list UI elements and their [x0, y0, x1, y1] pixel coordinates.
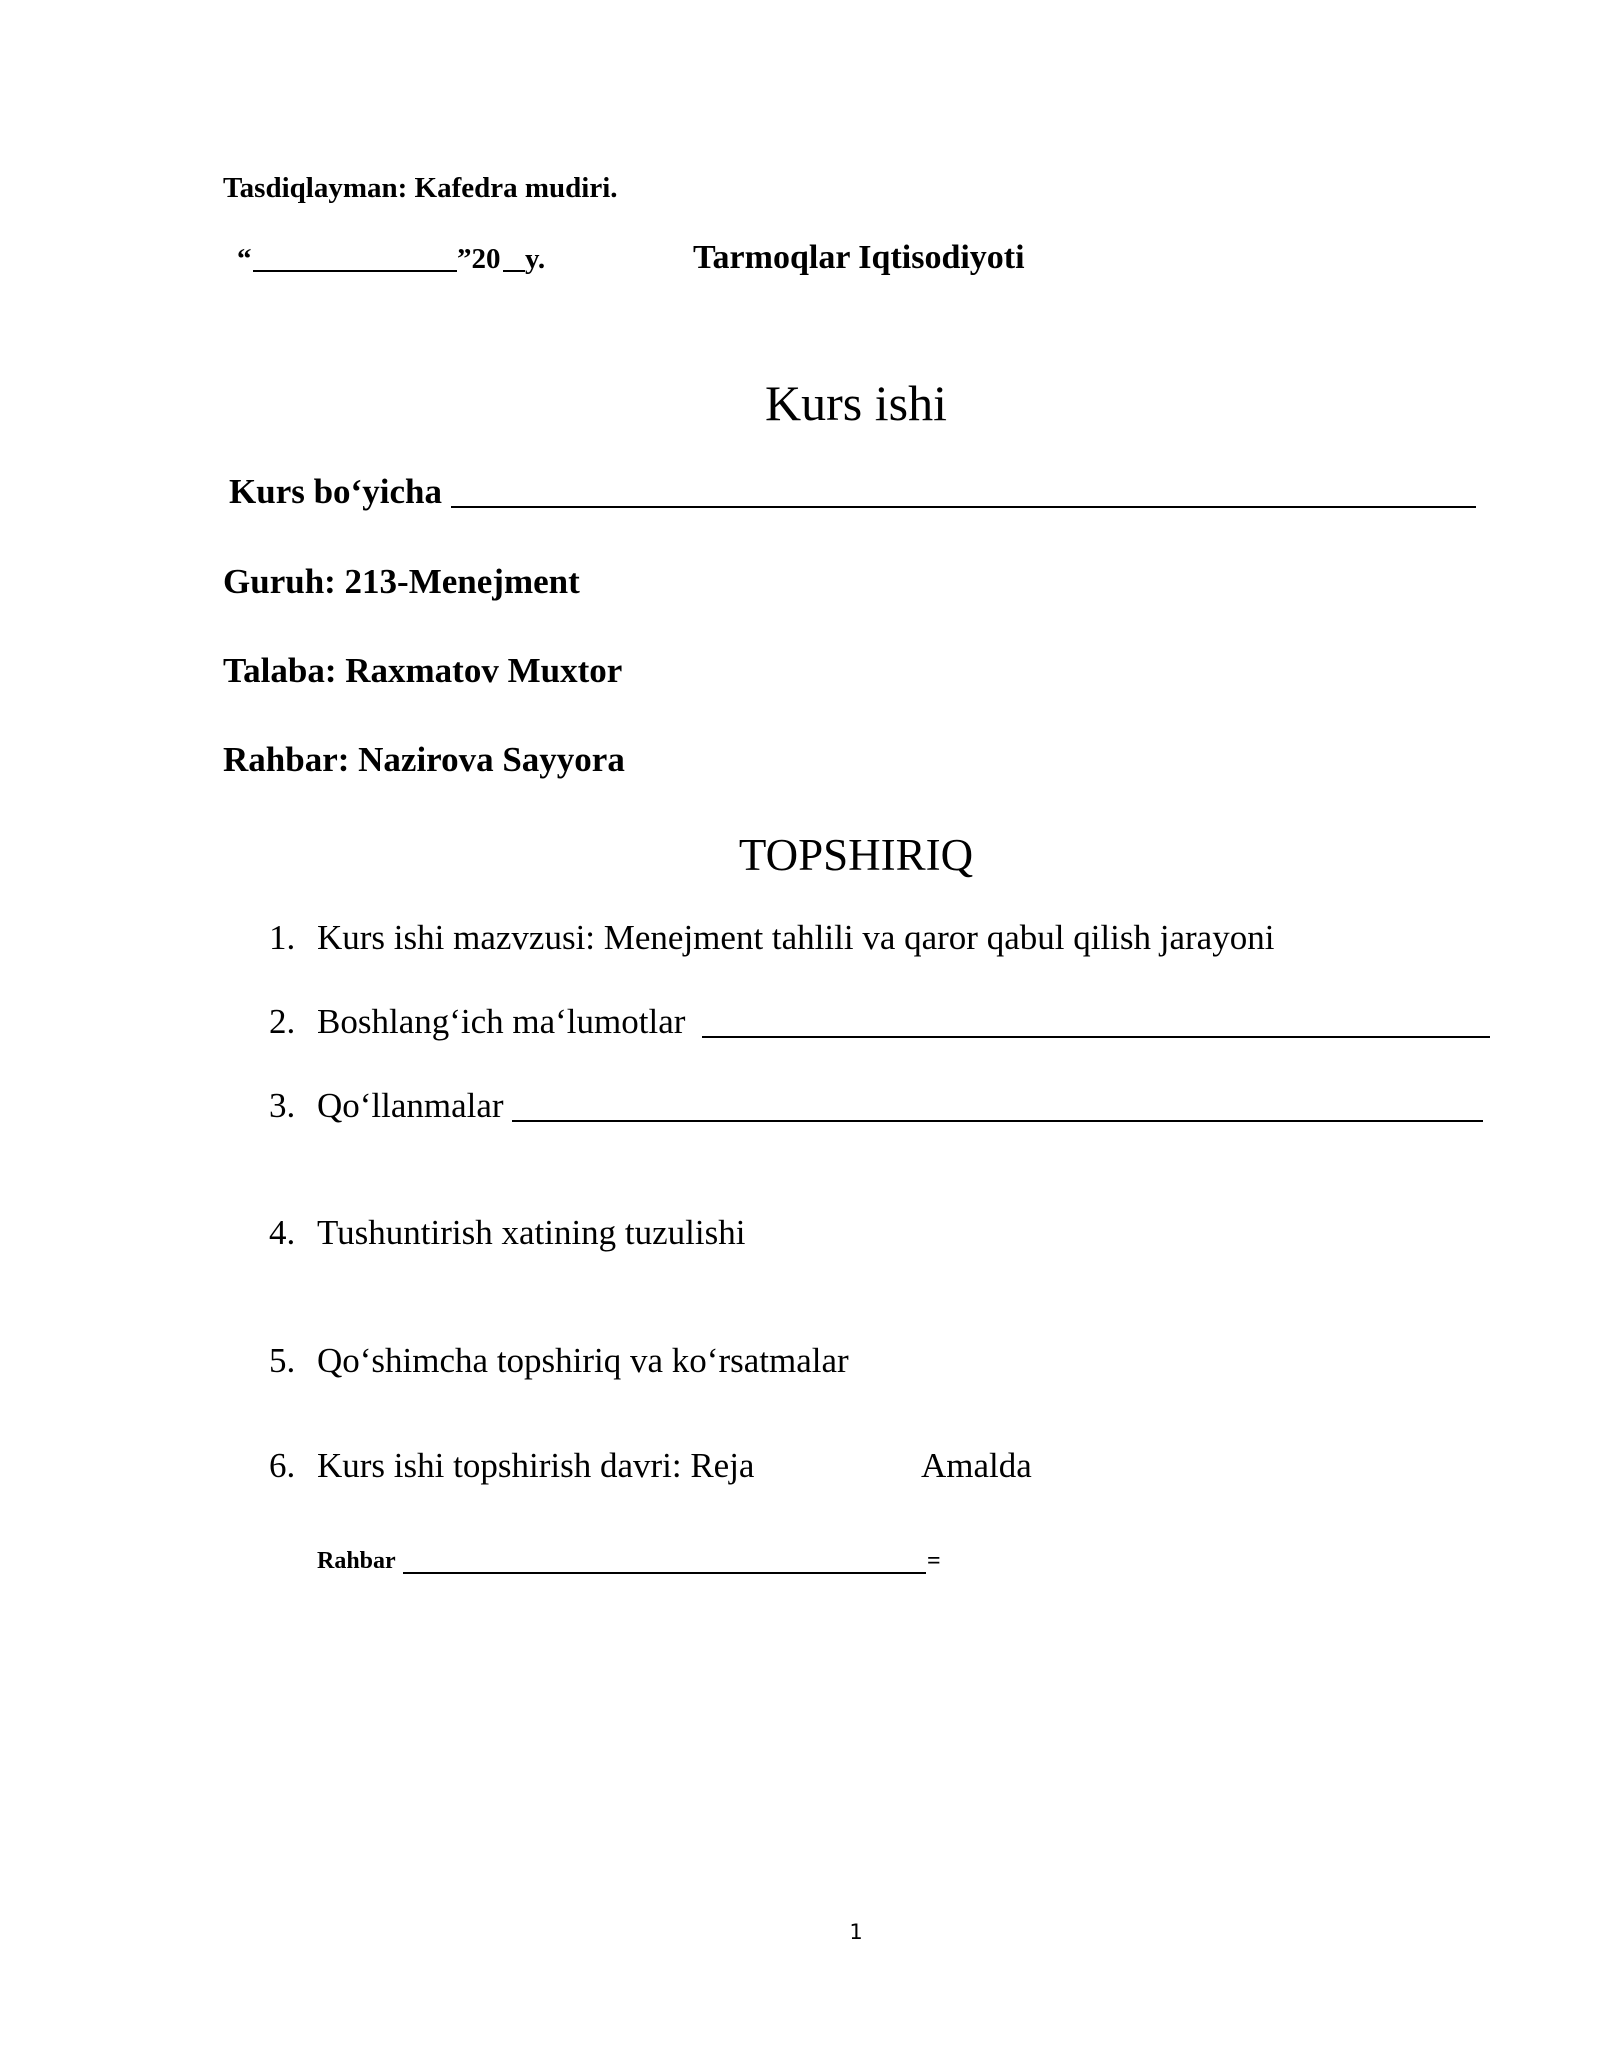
- signature-suffix: =: [927, 1548, 941, 1574]
- date-year-blank: [503, 270, 525, 272]
- page-number: 1: [849, 1920, 863, 1944]
- assignment-heading: TOPSHIRIQ: [738, 830, 974, 880]
- item-text-manuals: Qo‘llanmalar: [317, 1086, 504, 1125]
- item-text-explanatory-note: Tushuntirish xatining tuzulishi: [317, 1213, 746, 1252]
- item-actual-label: Amalda: [921, 1446, 1032, 1485]
- item-text-initial-data: Boshlang‘ich ma‘lumotlar: [317, 1002, 686, 1041]
- item-number: 2.: [269, 1002, 296, 1041]
- student-line: Talaba: Raxmatov Muxtor: [223, 651, 623, 690]
- signature-blank-line: [403, 1572, 926, 1574]
- item-number: 5.: [269, 1341, 296, 1380]
- item-number: 1.: [269, 918, 296, 957]
- item-number: 6.: [269, 1446, 296, 1485]
- item-text-additional-tasks: Qo‘shimcha topshiriq va ko‘rsatmalar: [317, 1341, 849, 1380]
- approval-heading: Tasdiqlayman: Kafedra mudiri.: [223, 172, 618, 204]
- document-title: Kurs ishi: [765, 375, 947, 431]
- signature-label: Rahbar: [317, 1548, 396, 1574]
- date-close-quote-year: ”20: [457, 243, 501, 275]
- item-text-submission-period: Kurs ishi topshirish davri: Reja: [317, 1446, 755, 1485]
- course-label: Kurs bo‘yicha: [229, 472, 442, 511]
- date-open-quote: “: [237, 243, 252, 275]
- supervisor-line: Rahbar: Nazirova Sayyora: [223, 740, 625, 779]
- course-blank-line: [451, 506, 1476, 508]
- date-day-month-blank: [253, 270, 457, 272]
- item-number: 4.: [269, 1213, 296, 1252]
- department-name: Tarmoqlar Iqtisodiyoti: [693, 239, 1025, 276]
- manuals-blank-line: [512, 1120, 1483, 1122]
- date-year-suffix: y.: [525, 243, 546, 275]
- group-line: Guruh: 213-Menejment: [223, 562, 580, 601]
- item-text-topic: Kurs ishi mazvzusi: Menejment tahlili va qaror qabul qilish jarayoni: [317, 918, 1275, 957]
- item-number: 3.: [269, 1086, 296, 1125]
- initial-data-blank-line: [702, 1036, 1490, 1038]
